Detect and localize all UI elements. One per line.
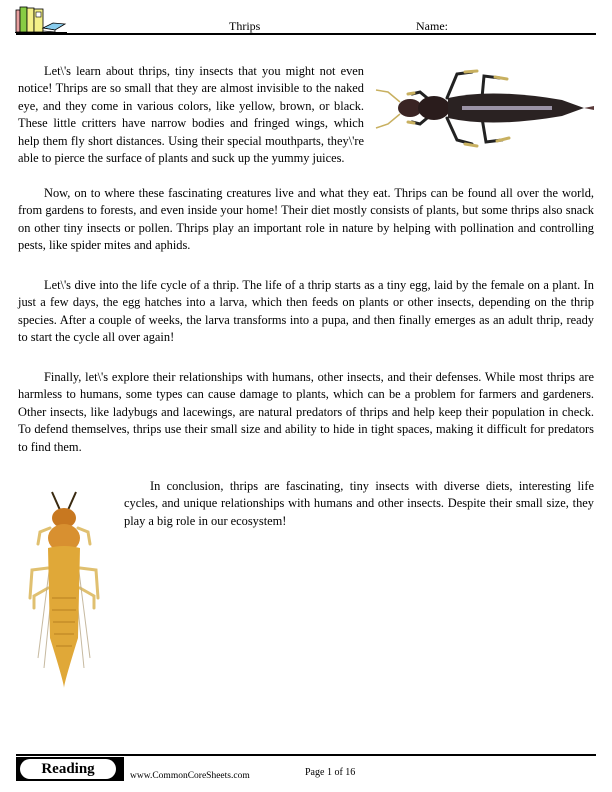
books-icon	[15, 4, 67, 33]
subject-label: Reading	[20, 759, 116, 779]
worksheet-title: Thrips	[229, 19, 261, 33]
dark-thrip-image	[372, 62, 597, 154]
header-divider	[16, 33, 596, 35]
footer-divider	[16, 754, 596, 756]
paragraph-habitat: Now, on to where these fascinating creatures live and what they eat. Thrips can be found all over the world, from gardens to forests, and even inside your home! Their diet mostly consists of plants, but some thrips also snack on other tiny insects or pollen. Thrips play an important role in nature by helping with pollination and controlling pests, like spider mites and aphids.	[18, 186, 594, 253]
page-number: Page 1 of 16	[305, 767, 356, 778]
paragraph-life-cycle: Let\'s dive into the life cycle of a thrip. The life of a thrip starts as a tiny egg, laid by the female on a plant. In just a few days, the egg hatches into a larva, which then feeds on plants or other insects, depending on the thrip species. After a couple of weeks, the larva transforms into a pupa, and then finally emerges as an adult thrip, ready to start the cycle all over again!	[18, 278, 594, 345]
yellow-thrip-image	[22, 488, 106, 693]
paragraph-relationships: Finally, let\'s explore their relationships with humans, other insects, and their defenses. While most thrips are harmless to humans, some types can cause damage to plants, which can be a problem for farmers and gardeners. Other insects, like ladybugs and lacewings, are natural predators of thrips and help keep their population in check. To defend themselves, thrips use their small size and ability to hide in tight spaces, making it difficult for predators to find them.	[18, 370, 594, 454]
paragraph-conclusion: In conclusion, thrips are fascinating, tiny insects with diverse diets, interesting life cycles, and unique relationships with humans and other insects. Despite their small size, they play a big role in our ecosystem!	[124, 479, 594, 528]
worksheet-header	[0, 0, 612, 36]
site-url: www.CommonCoreSheets.com	[130, 771, 250, 781]
subject-tab	[16, 757, 124, 781]
name-label: Name:	[416, 19, 448, 33]
paragraph-intro: Let\'s learn about thrips, tiny insects that you might not even notice! Thrips are so small that they are almost invisible to the naked eye, and they come in various colors, like yellow, brown, or black. These little critters have narrow bodies and fringed wings, which help them fly short distances. Using their special mouthparts, they\'re able to pierce the surface of plants and suck up the yummy juices.	[18, 64, 364, 166]
